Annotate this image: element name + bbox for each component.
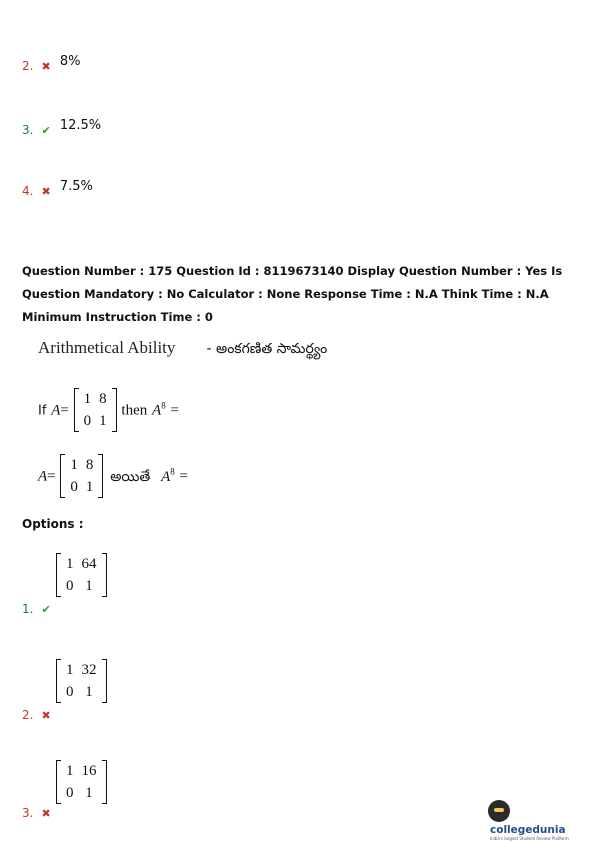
matrix-cell: 8 bbox=[99, 391, 107, 407]
matrix-cell: 8 bbox=[85, 457, 94, 473]
option-matrix bbox=[56, 760, 107, 804]
question-result-var: A bbox=[161, 468, 171, 485]
matrix-cell: 1 bbox=[66, 556, 74, 572]
matrix-cell: 32 bbox=[81, 662, 97, 678]
option-2-matrix bbox=[56, 659, 107, 703]
section-title-te: - అంకగణిత సామర్థ్యం bbox=[206, 341, 328, 357]
matrix-cell: 1 bbox=[85, 578, 93, 594]
question-eq-2: = bbox=[179, 468, 189, 485]
matrix-cell: 1 bbox=[85, 785, 93, 801]
option-matrix bbox=[56, 553, 107, 597]
cross-icon: ✖ bbox=[41, 709, 51, 722]
cross-icon: ✖ bbox=[41, 185, 51, 198]
logo-name: collegedunia bbox=[490, 824, 566, 836]
option-text: 12.5% bbox=[59, 118, 102, 133]
check-icon: ✔ bbox=[41, 124, 51, 137]
question-meta: Question Number : 175 Question Id : 8119673140 Display Question Number : Yes Is Question Mandatory : No Calculator : None Response Time : N.A Think Time : N.A Minimum Instruction Time : 0 bbox=[22, 264, 563, 324]
matrix-cell: 1 bbox=[85, 684, 93, 700]
matrix-cell: 1 bbox=[85, 479, 94, 495]
question-matrix-te bbox=[60, 454, 103, 498]
logo-tagline: India's largest Student Review Platform bbox=[490, 836, 569, 841]
option-1-matrix bbox=[56, 553, 107, 597]
question-result-var: A bbox=[152, 402, 162, 419]
matrix-cell: 0 bbox=[66, 684, 74, 700]
matrix-cell: 0 bbox=[66, 785, 74, 801]
option-number: 3. bbox=[22, 123, 34, 137]
logo-text bbox=[490, 824, 569, 841]
option-1-label bbox=[22, 598, 51, 617]
question-eq: = bbox=[47, 468, 56, 485]
section-title-en: Arithmetical Ability bbox=[38, 338, 176, 357]
matrix-cell: 0 bbox=[83, 413, 92, 429]
question-var: A bbox=[38, 468, 48, 485]
question-exp: 8 bbox=[170, 466, 175, 477]
option-3-label bbox=[22, 802, 51, 821]
question-english bbox=[38, 388, 179, 432]
option-text: 7.5% bbox=[59, 179, 93, 194]
question-telugu bbox=[38, 454, 188, 498]
question-if: If bbox=[38, 403, 47, 419]
options-label: Options : bbox=[22, 517, 84, 531]
option-text: 8% bbox=[59, 54, 81, 69]
option-2-label bbox=[22, 704, 51, 723]
matrix-cell: 16 bbox=[81, 763, 97, 779]
section-title bbox=[38, 338, 327, 360]
matrix-cell: 0 bbox=[70, 479, 78, 495]
matrix-cell: 1 bbox=[66, 662, 74, 678]
check-icon: ✔ bbox=[41, 603, 51, 616]
matrix-cell: 64 bbox=[81, 556, 97, 572]
question-eq-2: = bbox=[170, 402, 179, 419]
option-number: 1. bbox=[22, 602, 34, 616]
question-var: A bbox=[51, 402, 61, 419]
matrix-cell: 1 bbox=[70, 457, 78, 473]
option-number: 2. bbox=[22, 59, 34, 73]
option-3-matrix bbox=[56, 760, 107, 804]
option-number: 3. bbox=[22, 806, 34, 820]
cross-icon: ✖ bbox=[41, 60, 51, 73]
option-matrix bbox=[56, 659, 107, 703]
collegedunia-logo bbox=[488, 800, 593, 841]
option-number: 4. bbox=[22, 184, 34, 198]
matrix-cell: 1 bbox=[83, 391, 92, 407]
matrix-cell: 1 bbox=[66, 763, 74, 779]
question-exp: 8 bbox=[161, 400, 166, 411]
matrix-cell: 0 bbox=[66, 578, 74, 594]
matrix-cell: 1 bbox=[99, 413, 107, 429]
option-number: 2. bbox=[22, 708, 34, 722]
mascot-icon bbox=[488, 800, 510, 822]
prev-option-4 bbox=[22, 180, 93, 199]
prev-option-3 bbox=[22, 119, 101, 138]
question-matrix bbox=[74, 388, 117, 432]
question-eq: = bbox=[60, 402, 69, 419]
question-then: then bbox=[121, 402, 148, 419]
cross-icon: ✖ bbox=[41, 807, 51, 820]
prev-option-2 bbox=[22, 55, 80, 74]
question-te-word: అయితే bbox=[110, 468, 151, 485]
